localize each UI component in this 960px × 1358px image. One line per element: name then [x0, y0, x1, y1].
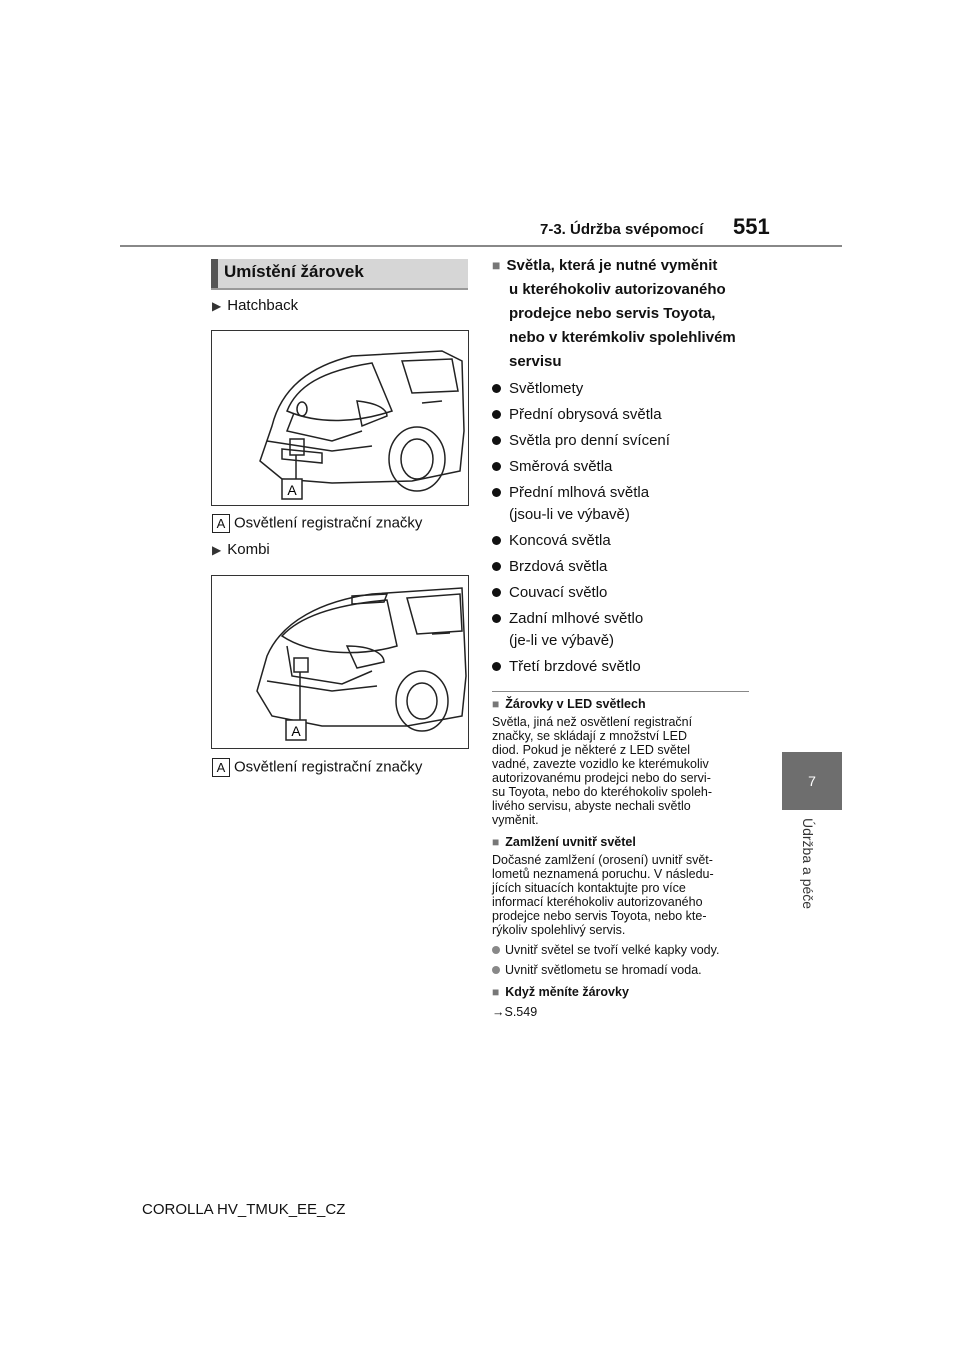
label-a-box: A — [212, 758, 230, 777]
dot-icon — [492, 614, 501, 623]
list-item-note: (je-li ve výbavě) — [509, 632, 615, 649]
notes-section — [492, 697, 750, 1019]
dot-icon — [492, 662, 501, 671]
fog-heading: ■ Zamlžení uvnitř světel — [492, 835, 636, 849]
list-item: Zadní mlhové světlo — [492, 608, 752, 630]
replace-heading: ■ Světla, která je nutné vyměnit u kteréhokoliv autorizovaného prodejce nebo servis Toyota, nebo v kterémkoliv spolehlivém servisu — [492, 257, 736, 370]
square-bullet-icon: ■ — [492, 985, 500, 999]
list-item: Světlomety — [492, 378, 752, 400]
callout-a: A — [287, 482, 297, 498]
list-item: Koncová světla — [492, 530, 752, 552]
dot-icon — [492, 562, 501, 571]
hatchback-label-row — [212, 297, 298, 314]
change-heading: ■ Když měníte žárovky — [492, 985, 629, 999]
page-reference[interactable]: →S.549 — [492, 1005, 538, 1019]
kombi-figure — [211, 575, 469, 749]
square-bullet-icon: ■ — [492, 835, 500, 849]
dot-icon — [492, 536, 501, 545]
section-title: Umístění žárovek — [224, 262, 364, 281]
hatchback-car-illustration — [212, 331, 468, 505]
led-text: Světla, jiná než osvětlení registrační značky, se skládají z množství LED diod. Pokud je některé z LED světel vadné, zavezte vozidlo ke kterémukoliv autorizovanému prodejci nebo do servi- su Toyota, nebo do kteréhokoliv spoleh- livého servisu, abyste nechali světlo vyměnit. — [492, 715, 713, 827]
section-title-box — [211, 259, 468, 290]
dot-icon — [492, 488, 501, 497]
kombi-caption-row — [212, 758, 422, 777]
square-bullet-icon: ■ — [492, 257, 501, 273]
page-number: 551 — [733, 214, 770, 239]
list-item: Přední mlhová světla — [492, 482, 752, 504]
square-bullet-icon: ■ — [492, 697, 500, 711]
led-heading: ■ Žárovky v LED světlech — [492, 697, 646, 711]
hatchback-figure — [211, 330, 469, 506]
dot-icon — [492, 588, 501, 597]
triangle-icon: ▶ — [212, 299, 222, 313]
list-item: Směrová světla — [492, 456, 752, 478]
list-item: Světla pro denní svícení — [492, 430, 752, 452]
dot-icon — [492, 462, 501, 471]
dot-icon — [492, 946, 500, 954]
kombi-label: Kombi — [227, 541, 270, 558]
dot-icon — [492, 384, 501, 393]
list-item: Uvnitř světel se tvoří velké kapky vody. — [492, 943, 750, 957]
callout-a: A — [291, 723, 301, 739]
bulb-list — [492, 378, 752, 678]
kombi-label-row — [212, 541, 270, 558]
hatchback-caption: Osvětlení registrační značky — [234, 514, 423, 532]
dot-icon — [492, 410, 501, 419]
fog-text: Dočasné zamlžení (orosení) uvnitř svět- lometů neznamená poruchu. V následu- jících situacích kontaktujte pro více informací kteréhokoliv autorizovaného prodejce nebo servis Toyota, nebo kte- rýkoliv spolehlivý servis. — [492, 853, 714, 937]
header-rule — [120, 245, 842, 247]
kombi-car-illustration — [212, 576, 468, 748]
list-item: Brzdová světla — [492, 556, 752, 578]
list-item: Třetí brzdové světlo — [492, 656, 752, 678]
replace-section — [492, 253, 752, 678]
chapter-title: Údržba a péče — [800, 818, 816, 910]
label-a-box: A — [212, 514, 230, 533]
section-header: 7-3. Údržba svépomocí — [540, 221, 704, 238]
section-bar — [211, 259, 218, 288]
footer-model: COROLLA HV_TMUK_EE_CZ — [142, 1201, 346, 1218]
chapter-tab[interactable]: 7 — [782, 752, 842, 810]
list-item: Couvací světlo — [492, 582, 752, 604]
list-item-note: (jsou-li ve výbavě) — [509, 506, 630, 523]
dot-icon — [492, 966, 500, 974]
kombi-caption: Osvětlení registrační značky — [234, 758, 423, 776]
dot-icon — [492, 436, 501, 445]
hatchback-caption-row — [212, 514, 422, 533]
divider — [492, 691, 749, 692]
list-item: Přední obrysová světla — [492, 404, 752, 426]
hatchback-label: Hatchback — [227, 297, 299, 314]
list-item: Uvnitř světlometu se hromadí voda. — [492, 963, 750, 977]
triangle-icon: ▶ — [212, 543, 222, 557]
